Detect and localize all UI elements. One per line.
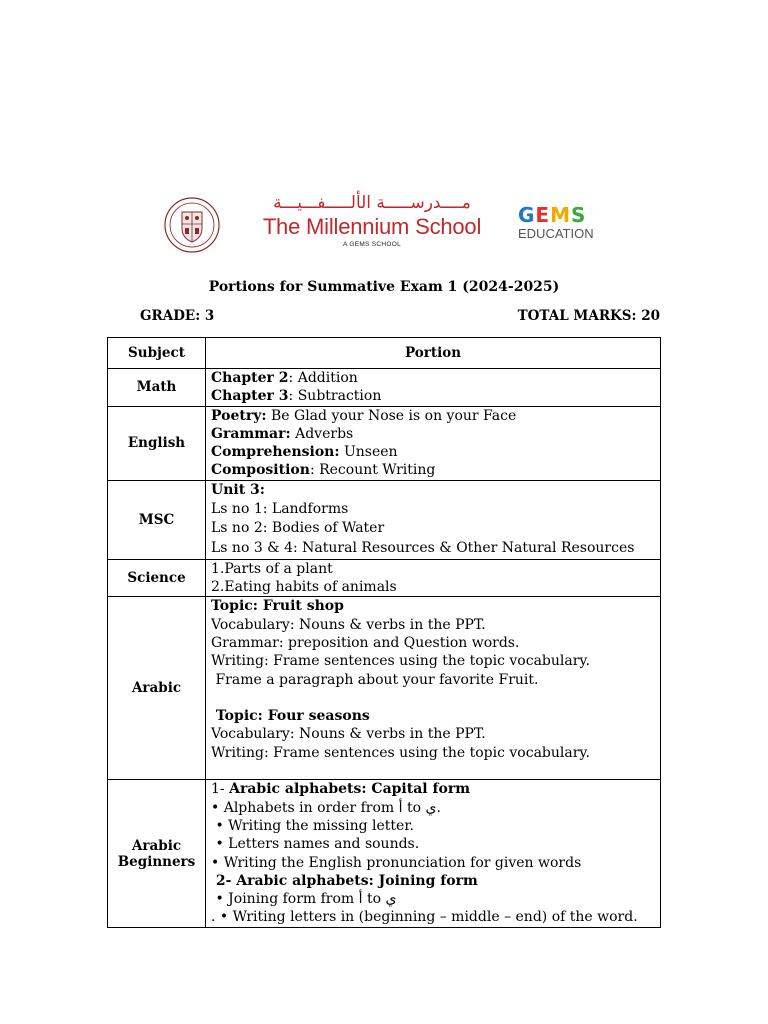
portion-line: Frame a paragraph about your favorite Fruit. [211, 671, 539, 688]
school-header [163, 192, 593, 258]
portion-heading: Topic: Four seasons [211, 708, 370, 725]
portion-line: . • Writing letters in (beginning – middle – end) of the word. [211, 909, 638, 926]
school-name-arabic: مــــدرســـــة الألـــــفـــيـــة [273, 193, 471, 213]
portion-heading: Topic: Fruit shop [211, 598, 344, 615]
gems-wordmark: GEMS [518, 203, 587, 227]
portion-english [206, 406, 661, 480]
portion-line: Writing: Frame sentences using the topic vocabulary. [211, 653, 590, 670]
portion-arabic-beginners [206, 780, 661, 927]
gems-education-label: EDUCATION [518, 226, 594, 241]
portion-arabic [206, 597, 661, 780]
table-row-arabic [108, 597, 661, 780]
portion-line: Ls no 3 & 4: Natural Resources & Other Natural Resources [211, 539, 635, 556]
total-marks-label: TOTAL MARKS: 20 [517, 308, 660, 324]
portion-line: • Writing the missing letter. [211, 817, 414, 834]
portion-line: 2.Eating habits of animals [211, 579, 397, 596]
portion-line: Ls no 2: Bodies of Water [211, 520, 385, 537]
page-title: Portions for Summative Exam 1 (2024-2025) [208, 279, 560, 295]
school-name-block [259, 192, 485, 249]
header-portion: Portion [206, 338, 661, 369]
portions-table [107, 337, 661, 928]
gems-logo [518, 204, 598, 242]
portion-heading: Unit 3: [211, 481, 265, 498]
portion-line: • Letters names and sounds. [211, 836, 420, 853]
portion-line: Poetry: Be Glad your Nose is on your Face [211, 407, 517, 424]
grade-label: GRADE: 3 [140, 308, 215, 324]
portion-line: 1.Parts of a plant [211, 560, 333, 577]
subject-msc: MSC [108, 480, 206, 559]
portion-line: Chapter 2: Addition [211, 370, 358, 386]
portion-line: • Writing the English pronunciation for given words [211, 854, 582, 871]
subject-arabic-beginners: Arabic Beginners [108, 780, 206, 927]
table-row-arabic-beginners [108, 780, 661, 927]
school-subtitle: A GEMS SCHOOL [342, 241, 402, 248]
table-row-english [108, 406, 661, 480]
subject-english: English [108, 406, 206, 480]
subject-math: Math [108, 369, 206, 407]
table-row-msc [108, 480, 661, 559]
portion-line: • Joining form from أ to ي [211, 891, 397, 908]
portion-line: Chapter 3: Subtraction [211, 388, 382, 405]
portion-line: Grammar: preposition and Question words. [211, 634, 520, 651]
portion-line: Vocabulary: Nouns & verbs in the PPT. [211, 616, 486, 633]
portion-science [206, 559, 661, 597]
portion-line: Writing: Frame sentences using the topic vocabulary. [211, 744, 590, 761]
portion-line: Comprehension: Unseen [211, 444, 398, 461]
portion-math [206, 369, 661, 407]
header-subject: Subject [108, 338, 206, 369]
portion-heading: 2- Arabic alphabets: Joining form [211, 872, 478, 889]
portion-line: • Alphabets in order from أ to ي. [211, 799, 441, 816]
portion-line: Grammar: Adverbs [211, 425, 354, 442]
portion-line: Vocabulary: Nouns & verbs in the PPT. [211, 726, 486, 743]
table-header-row [108, 338, 661, 369]
portion-heading: 1- Arabic alphabets: Capital form [211, 781, 471, 798]
portion-msc [206, 480, 661, 559]
table-row-math [108, 369, 661, 407]
subject-science: Science [108, 559, 206, 597]
school-crest-icon [163, 196, 221, 254]
portion-line: Composition: Recount Writing [211, 462, 436, 479]
table-row-science [108, 559, 661, 597]
portion-line: Ls no 1: Landforms [211, 501, 349, 518]
school-name: The Millennium School [262, 214, 482, 239]
subject-arabic: Arabic [108, 597, 206, 780]
spacer [211, 689, 658, 707]
